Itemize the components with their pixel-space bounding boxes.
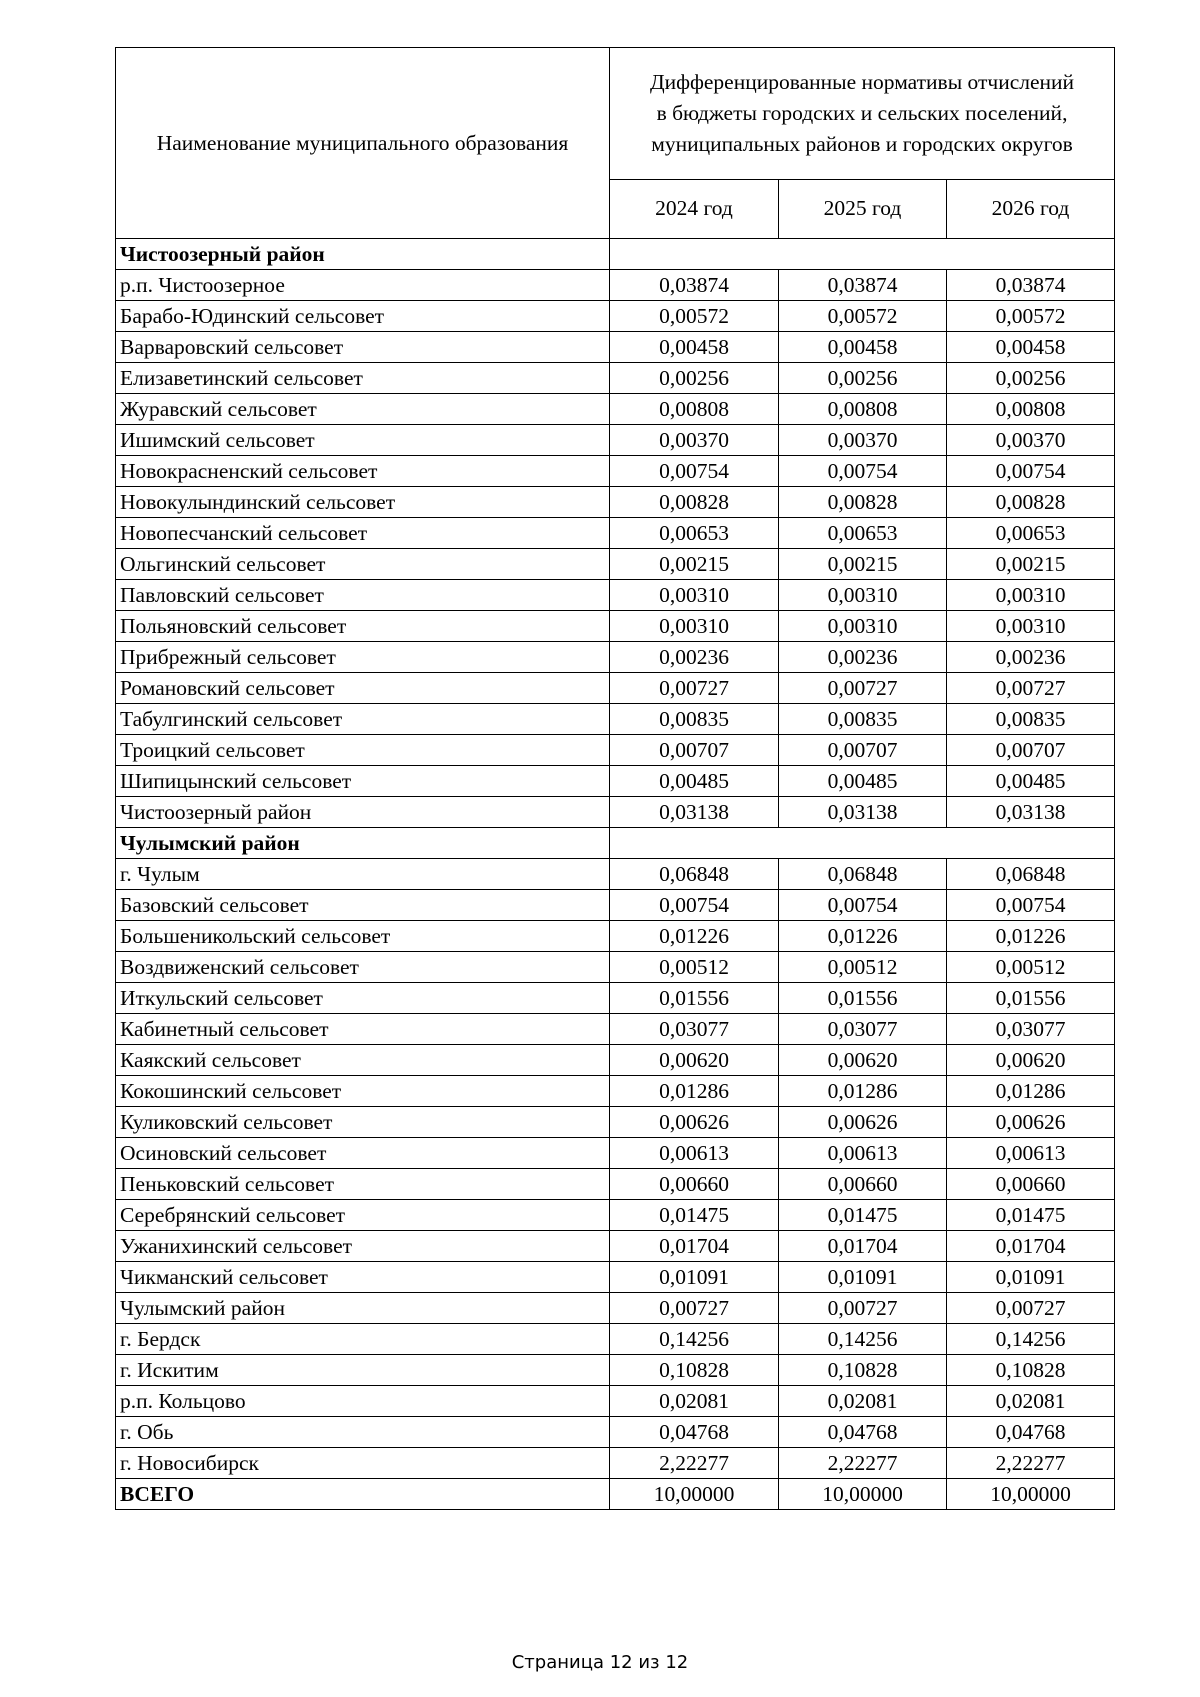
value-2024: 0,00620 — [610, 1045, 779, 1076]
value-2024: 0,00653 — [610, 518, 779, 549]
page-number: Страница 12 из 12 — [511, 1652, 689, 1673]
table-row — [116, 704, 1115, 735]
table-row — [116, 642, 1115, 673]
value-2024: 0,01556 — [610, 983, 779, 1014]
value-2024: 0,01091 — [610, 1262, 779, 1293]
table-row — [116, 921, 1115, 952]
value-2025: 0,01091 — [779, 1262, 947, 1293]
value-2024: 0,00660 — [610, 1169, 779, 1200]
value-2026: 0,00512 — [947, 952, 1115, 983]
value-2026: 0,03138 — [947, 797, 1115, 828]
municipality-name: Базовский сельсовет — [116, 890, 610, 921]
table-row — [116, 1386, 1115, 1417]
value-2024: 0,00310 — [610, 580, 779, 611]
value-2024: 0,00572 — [610, 301, 779, 332]
header-group-line-3: муниципальных районов и городских округов — [651, 131, 1073, 156]
municipality-name: Воздвиженский сельсовет — [116, 952, 610, 983]
section-empty-cell — [610, 828, 1115, 859]
table-row — [116, 1448, 1115, 1479]
value-2024: 10,00000 — [610, 1479, 779, 1510]
table-row — [116, 456, 1115, 487]
value-2025: 0,01475 — [779, 1200, 947, 1231]
value-2026: 0,00310 — [947, 580, 1115, 611]
section-row — [116, 239, 1115, 270]
municipality-name: Ольгинский сельсовет — [116, 549, 610, 580]
municipality-name: Романовский сельсовет — [116, 673, 610, 704]
value-2026: 0,00215 — [947, 549, 1115, 580]
header-name-text: Наименование муниципального образования — [156, 130, 569, 155]
value-2024: 0,00512 — [610, 952, 779, 983]
table-row — [116, 1045, 1115, 1076]
value-2026: 0,00653 — [947, 518, 1115, 549]
table-row — [116, 797, 1115, 828]
value-2024: 2,22277 — [610, 1448, 779, 1479]
section-title: Чулымский район — [116, 828, 610, 859]
municipality-name: ВСЕГО — [116, 1479, 610, 1510]
value-2025: 0,01556 — [779, 983, 947, 1014]
municipality-name: Барабо-Юдинский сельсовет — [116, 301, 610, 332]
value-2025: 0,10828 — [779, 1355, 947, 1386]
value-2025: 10,00000 — [779, 1479, 947, 1510]
table-row — [116, 1107, 1115, 1138]
value-2025: 0,00620 — [779, 1045, 947, 1076]
municipality-name: Ишимский сельсовет — [116, 425, 610, 456]
table-row — [116, 301, 1115, 332]
value-2026: 0,00310 — [947, 611, 1115, 642]
value-2026: 0,00754 — [947, 890, 1115, 921]
value-2025: 0,00707 — [779, 735, 947, 766]
table-row — [116, 549, 1115, 580]
value-2025: 0,00458 — [779, 332, 947, 363]
municipality-name: Новокрасненский сельсовет — [116, 456, 610, 487]
municipality-name: г. Обь — [116, 1417, 610, 1448]
value-2026: 0,00613 — [947, 1138, 1115, 1169]
value-2026: 0,14256 — [947, 1324, 1115, 1355]
table-row — [116, 1169, 1115, 1200]
value-2025: 0,00626 — [779, 1107, 947, 1138]
value-2025: 0,00310 — [779, 611, 947, 642]
value-2026: 0,01226 — [947, 921, 1115, 952]
value-2026: 0,00835 — [947, 704, 1115, 735]
municipality-name: Иткульский сельсовет — [116, 983, 610, 1014]
municipality-name: Серебрянский сельсовет — [116, 1200, 610, 1231]
value-2025: 0,00215 — [779, 549, 947, 580]
section-row — [116, 828, 1115, 859]
value-2025: 0,14256 — [779, 1324, 947, 1355]
value-2026: 0,01286 — [947, 1076, 1115, 1107]
table-row — [116, 952, 1115, 983]
value-2024: 0,03874 — [610, 270, 779, 301]
value-2025: 2,22277 — [779, 1448, 947, 1479]
value-2024: 0,03138 — [610, 797, 779, 828]
municipality-name: Журавский сельсовет — [116, 394, 610, 425]
municipality-name: Каякский сельсовет — [116, 1045, 610, 1076]
municipality-name: Елизаветинский сельсовет — [116, 363, 610, 394]
value-2025: 0,00572 — [779, 301, 947, 332]
value-2026: 0,00727 — [947, 673, 1115, 704]
value-2025: 0,00754 — [779, 456, 947, 487]
header-name — [116, 48, 610, 239]
table-row — [116, 270, 1115, 301]
municipality-name: р.п. Кольцово — [116, 1386, 610, 1417]
value-2026: 0,00236 — [947, 642, 1115, 673]
municipality-name: Чикманский сельсовет — [116, 1262, 610, 1293]
municipality-name: г. Бердск — [116, 1324, 610, 1355]
value-2024: 0,00613 — [610, 1138, 779, 1169]
table-row — [116, 1324, 1115, 1355]
value-2024: 0,01704 — [610, 1231, 779, 1262]
municipality-name: Большеникольский сельсовет — [116, 921, 610, 952]
municipality-name: Троицкий сельсовет — [116, 735, 610, 766]
value-2025: 0,01704 — [779, 1231, 947, 1262]
header-year-2025: 2025 год — [779, 179, 947, 238]
table-row — [116, 1231, 1115, 1262]
table-body — [116, 239, 1115, 1510]
value-2024: 0,00727 — [610, 673, 779, 704]
value-2025: 0,00828 — [779, 487, 947, 518]
value-2025: 0,00660 — [779, 1169, 947, 1200]
table-row — [116, 487, 1115, 518]
value-2024: 0,00754 — [610, 890, 779, 921]
value-2025: 0,00236 — [779, 642, 947, 673]
value-2026: 2,22277 — [947, 1448, 1115, 1479]
value-2024: 0,00626 — [610, 1107, 779, 1138]
table-row — [116, 363, 1115, 394]
value-2024: 0,02081 — [610, 1386, 779, 1417]
municipality-name: Куликовский сельсовет — [116, 1107, 610, 1138]
table-row — [116, 673, 1115, 704]
value-2025: 0,01226 — [779, 921, 947, 952]
value-2024: 0,00707 — [610, 735, 779, 766]
value-2025: 0,00653 — [779, 518, 947, 549]
municipality-name: Варваровский сельсовет — [116, 332, 610, 363]
value-2026: 0,01704 — [947, 1231, 1115, 1262]
header-year-2024: 2024 год — [610, 179, 779, 238]
value-2024: 0,00754 — [610, 456, 779, 487]
municipality-name: г. Чулым — [116, 859, 610, 890]
table-row — [116, 1479, 1115, 1510]
header-year-2026: 2026 год — [947, 179, 1115, 238]
value-2025: 0,00808 — [779, 394, 947, 425]
value-2026: 0,00626 — [947, 1107, 1115, 1138]
value-2025: 0,03138 — [779, 797, 947, 828]
value-2026: 0,00370 — [947, 425, 1115, 456]
value-2025: 0,00835 — [779, 704, 947, 735]
value-2026: 0,00458 — [947, 332, 1115, 363]
value-2026: 0,00808 — [947, 394, 1115, 425]
value-2025: 0,04768 — [779, 1417, 947, 1448]
value-2025: 0,02081 — [779, 1386, 947, 1417]
table-row — [116, 1138, 1115, 1169]
value-2026: 0,01091 — [947, 1262, 1115, 1293]
value-2026: 0,00620 — [947, 1045, 1115, 1076]
value-2025: 0,00512 — [779, 952, 947, 983]
value-2025: 0,00485 — [779, 766, 947, 797]
header-group-line-1: Дифференцированные нормативы отчислений — [649, 69, 1075, 94]
table-row — [116, 332, 1115, 363]
value-2025: 0,00256 — [779, 363, 947, 394]
value-2024: 0,00727 — [610, 1293, 779, 1324]
value-2026: 10,00000 — [947, 1479, 1115, 1510]
municipality-name: Кокошинский сельсовет — [116, 1076, 610, 1107]
municipality-name: Новопесчанский сельсовет — [116, 518, 610, 549]
value-2024: 0,01226 — [610, 921, 779, 952]
municipality-name: Новокулындинский сельсовет — [116, 487, 610, 518]
value-2024: 0,00835 — [610, 704, 779, 735]
municipality-name: Чулымский район — [116, 1293, 610, 1324]
municipality-name: Шипицынский сельсовет — [116, 766, 610, 797]
municipality-name: Табулгинский сельсовет — [116, 704, 610, 735]
value-2026: 0,00754 — [947, 456, 1115, 487]
value-2026: 0,00707 — [947, 735, 1115, 766]
value-2024: 0,04768 — [610, 1417, 779, 1448]
value-2025: 0,00754 — [779, 890, 947, 921]
value-2026: 0,04768 — [947, 1417, 1115, 1448]
table-row — [116, 1355, 1115, 1386]
value-2026: 0,02081 — [947, 1386, 1115, 1417]
table-row — [116, 1417, 1115, 1448]
table-row — [116, 859, 1115, 890]
section-empty-cell — [610, 239, 1115, 270]
value-2025: 0,03077 — [779, 1014, 947, 1045]
municipality-name: Чистоозерный район — [116, 797, 610, 828]
table-row — [116, 766, 1115, 797]
value-2026: 0,00572 — [947, 301, 1115, 332]
municipality-name: Павловский сельсовет — [116, 580, 610, 611]
table-row — [116, 983, 1115, 1014]
value-2024: 0,01475 — [610, 1200, 779, 1231]
value-2026: 0,01475 — [947, 1200, 1115, 1231]
value-2025: 0,00370 — [779, 425, 947, 456]
municipality-name: Пеньковский сельсовет — [116, 1169, 610, 1200]
value-2026: 0,00485 — [947, 766, 1115, 797]
table-row — [116, 394, 1115, 425]
municipality-name: Кабинетный сельсовет — [116, 1014, 610, 1045]
value-2026: 0,10828 — [947, 1355, 1115, 1386]
value-2024: 0,00215 — [610, 549, 779, 580]
value-2024: 0,06848 — [610, 859, 779, 890]
value-2025: 0,06848 — [779, 859, 947, 890]
municipality-name: г. Новосибирск — [116, 1448, 610, 1479]
municipality-name: г. Искитим — [116, 1355, 610, 1386]
value-2026: 0,01556 — [947, 983, 1115, 1014]
value-2026: 0,00256 — [947, 363, 1115, 394]
table-row — [116, 735, 1115, 766]
table-row — [116, 1076, 1115, 1107]
value-2026: 0,03874 — [947, 270, 1115, 301]
section-title: Чистоозерный район — [116, 239, 610, 270]
value-2024: 0,00458 — [610, 332, 779, 363]
header-group-line-2: в бюджеты городских и сельских поселений, — [656, 100, 1068, 125]
table-row — [116, 1262, 1115, 1293]
municipality-name: Ужанихинский сельсовет — [116, 1231, 610, 1262]
value-2025: 0,01286 — [779, 1076, 947, 1107]
table-row — [116, 1014, 1115, 1045]
value-2025: 0,00613 — [779, 1138, 947, 1169]
table-row — [116, 611, 1115, 642]
table-row — [116, 425, 1115, 456]
value-2026: 0,00828 — [947, 487, 1115, 518]
value-2024: 0,00310 — [610, 611, 779, 642]
table-row — [116, 1293, 1115, 1324]
allocation-table — [115, 47, 1115, 1510]
value-2024: 0,14256 — [610, 1324, 779, 1355]
header-group — [610, 48, 1115, 180]
table-row — [116, 518, 1115, 549]
value-2024: 0,00808 — [610, 394, 779, 425]
municipality-name: р.п. Чистоозерное — [116, 270, 610, 301]
table-row — [116, 580, 1115, 611]
value-2024: 0,10828 — [610, 1355, 779, 1386]
value-2026: 0,00727 — [947, 1293, 1115, 1324]
value-2024: 0,03077 — [610, 1014, 779, 1045]
value-2025: 0,00310 — [779, 580, 947, 611]
municipality-name: Осиновский сельсовет — [116, 1138, 610, 1169]
value-2026: 0,03077 — [947, 1014, 1115, 1045]
value-2025: 0,03874 — [779, 270, 947, 301]
municipality-name: Прибрежный сельсовет — [116, 642, 610, 673]
table-row — [116, 1200, 1115, 1231]
value-2025: 0,00727 — [779, 1293, 947, 1324]
municipality-name: Польяновский сельсовет — [116, 611, 610, 642]
value-2024: 0,00236 — [610, 642, 779, 673]
value-2024: 0,00828 — [610, 487, 779, 518]
table-row — [116, 890, 1115, 921]
value-2025: 0,00727 — [779, 673, 947, 704]
value-2024: 0,00256 — [610, 363, 779, 394]
value-2024: 0,01286 — [610, 1076, 779, 1107]
value-2026: 0,06848 — [947, 859, 1115, 890]
value-2024: 0,00485 — [610, 766, 779, 797]
value-2026: 0,00660 — [947, 1169, 1115, 1200]
value-2024: 0,00370 — [610, 425, 779, 456]
